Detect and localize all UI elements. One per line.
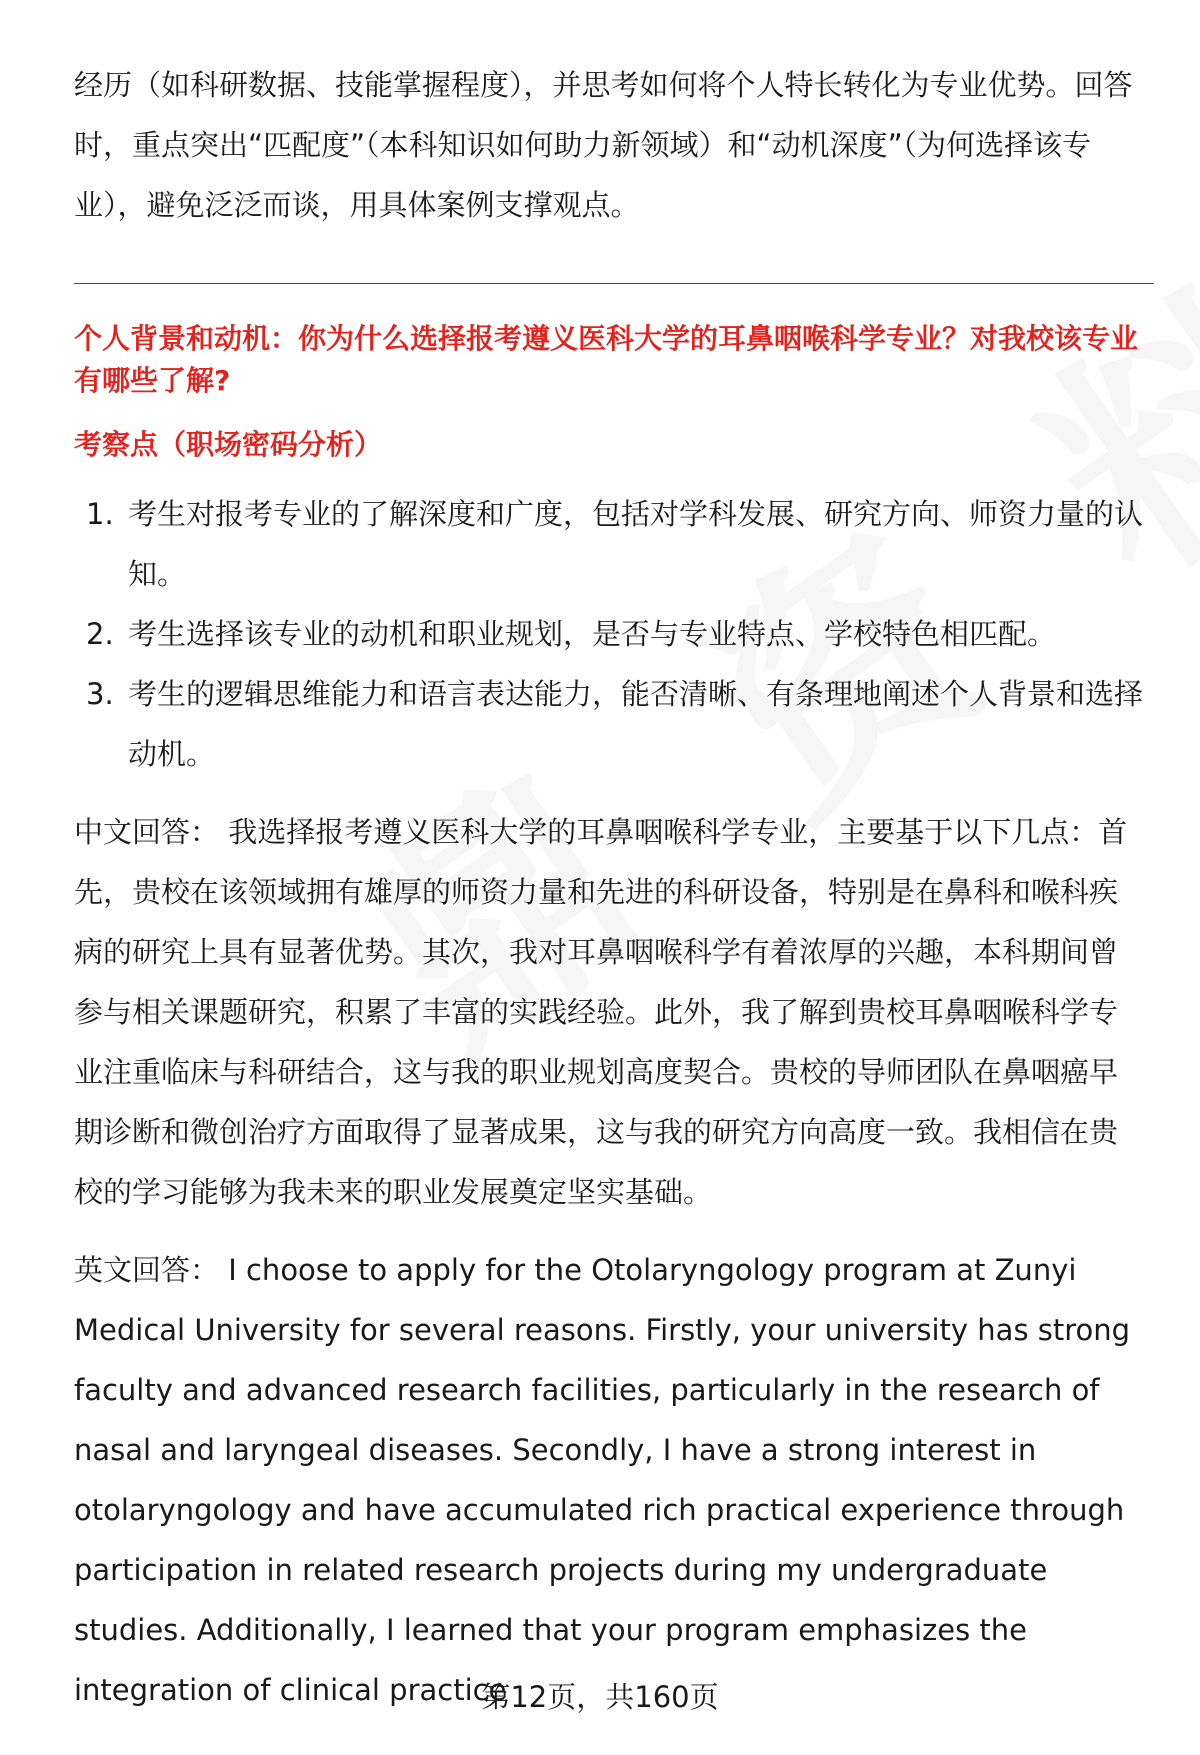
list-item-text: 考生选择该专业的动机和职业规划，是否与专业特点、学校特色相匹配。 — [128, 617, 1057, 651]
page-content — [74, 55, 1146, 1749]
assessment-points-heading: 考察点（职场密码分析） — [74, 428, 383, 461]
list-item — [74, 604, 1146, 664]
question-heading: 个人背景和动机：你为什么选择报考遵义医科大学的耳鼻咽喉科学专业？对我校该专业有哪些了解? — [74, 322, 1139, 397]
list-item-number: 2. — [86, 617, 114, 651]
list-item-text: 考生的逻辑思维能力和语言表达能力，能否清晰、有条理地阐述个人背景和选择动机。 — [128, 677, 1144, 771]
list-item-number: 3. — [86, 677, 114, 711]
chinese-answer: 中文回答： 我选择报考遵义医科大学的耳鼻咽喉科学专业，主要基于以下几点：首先，贵校在该领域拥有雄厚的师资力量和先进的科研设备，特别是在鼻科和喉科疾病的研究上具有显著优势。其次，我对耳鼻咽喉科学有着浓厚的兴趣，本科期间曾参与相关课题研究，积累了丰富的实践经验。此外，我了解到贵校耳鼻咽喉科学专业注重临床与科研结合，这与我的职业规划高度契合。贵校的导师团队在鼻咽癌早期诊断和微创治疗方面取得了显著成果，这与我的研究方向高度一致。我相信在贵校的学习能够为我未来的职业发展奠定坚实基础。 — [74, 815, 1128, 1209]
page-number: 第12页，共160页 — [481, 1680, 719, 1714]
list-item — [74, 484, 1146, 604]
list-item-number: 1. — [86, 497, 114, 531]
list-item — [74, 664, 1146, 784]
english-answer: 英文回答： I choose to apply for the Otolaryngology program at Zunyi Medical University for several reasons. Firstly, your university has strong faculty and advanced research facilities, particularly in the research of nasal and laryngeal diseases. Secondly, I have a strong interest in otolaryngology and have accumulated rich practical experience through participation in related research projects during my undergraduate studies. Additionally, I learned that your program emphasizes the integration of clinical practice — [74, 1253, 1131, 1707]
intro-paragraph: 经历（如科研数据、技能掌握程度），并思考如何将个人特长转化为专业优势。回答时，重点突出“匹配度”（本科知识如何助力新领域）和“动机深度”（为何选择该专业），避免泛泛而谈，用具体案例支撑观点。 — [74, 68, 1133, 222]
list-item-text: 考生对报考专业的了解深度和广度，包括对学科发展、研究方向、师资力量的认知。 — [128, 497, 1144, 591]
assessment-points-list — [74, 484, 1146, 784]
section-divider — [74, 283, 1154, 284]
